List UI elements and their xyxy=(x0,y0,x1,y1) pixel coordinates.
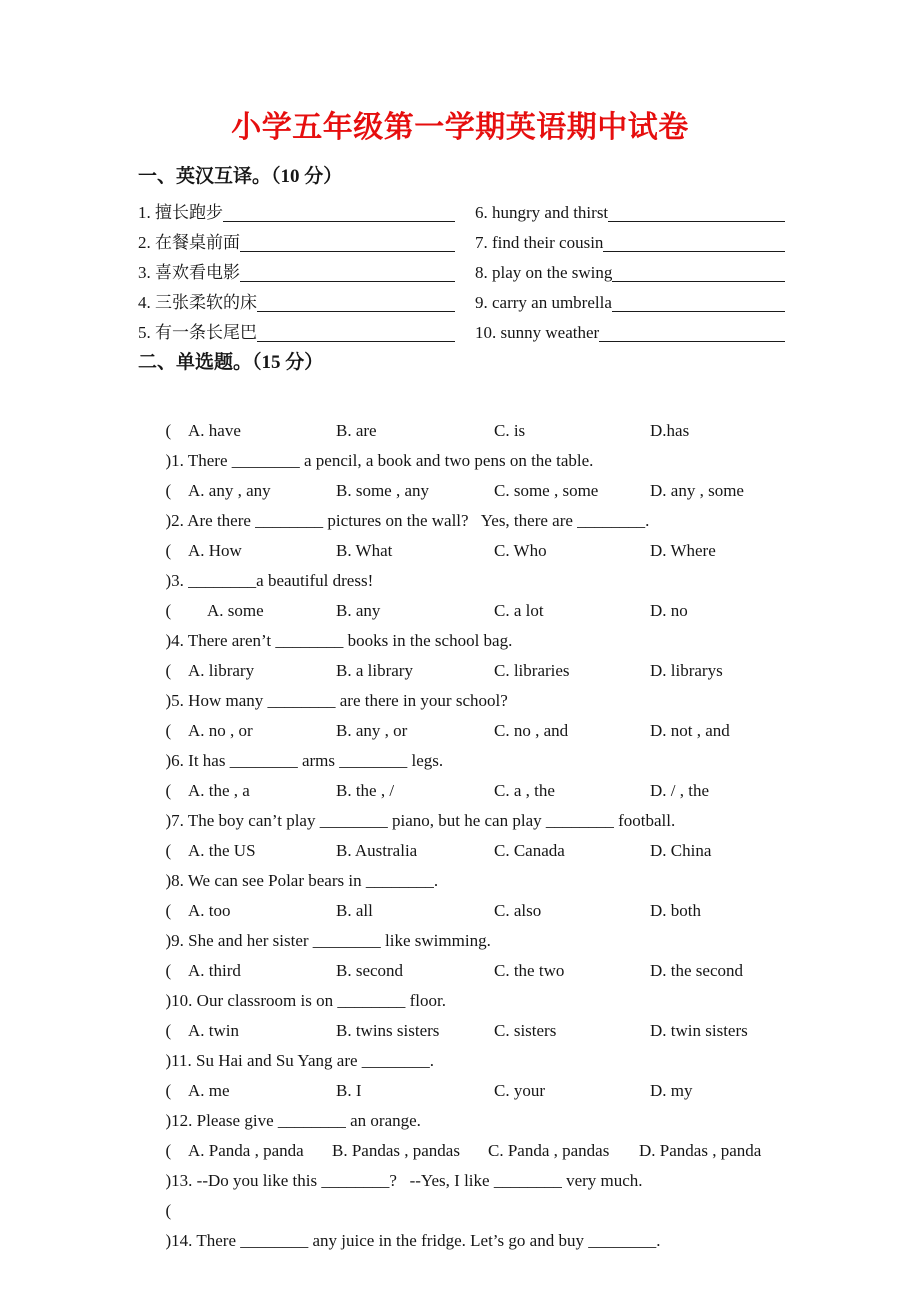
answer-blank-line xyxy=(608,198,785,222)
translation-item-label: 1. 擅长跑步 xyxy=(138,203,223,222)
option-c: C. some , some xyxy=(494,481,599,500)
translation-item-label: 4. 三张柔软的床 xyxy=(138,293,257,312)
question-options-row xyxy=(0,1016,920,1046)
option-a: A. the , a xyxy=(188,781,250,800)
option-a: A. Panda , panda xyxy=(188,1141,304,1160)
option-b: B. some , any xyxy=(336,481,430,500)
question-block xyxy=(0,746,920,830)
translation-item xyxy=(138,318,455,348)
question-block xyxy=(0,866,920,950)
option-d: D.has xyxy=(650,421,690,440)
translation-item-row xyxy=(138,258,785,288)
option-c: C. Who xyxy=(494,541,547,560)
option-d: D. any , some xyxy=(650,481,744,500)
option-c: C. Panda , pandas xyxy=(488,1141,610,1160)
answer-bracket: ( xyxy=(165,601,172,620)
question-options-row xyxy=(0,656,920,686)
column-gap xyxy=(455,228,475,258)
answer-bracket: ( xyxy=(165,901,172,920)
translation-item xyxy=(138,288,455,318)
option-c: C. a , the xyxy=(494,781,555,800)
translation-item-label: 5. 有一条长尾巴 xyxy=(138,323,257,342)
translation-item-label: 7. find their cousin xyxy=(475,233,604,252)
option-b: B. What xyxy=(336,541,393,560)
column-gap xyxy=(455,258,475,288)
option-a: A. no , or xyxy=(188,721,253,740)
option-c: C. Canada xyxy=(494,841,565,860)
option-d: D. no xyxy=(650,601,688,620)
column-gap xyxy=(455,198,475,228)
answer-bracket: ( xyxy=(165,541,172,560)
question-options-row xyxy=(0,476,920,506)
option-a: A. me xyxy=(188,1081,230,1100)
question-text: )1. There ________ a pencil, a book and two pens on the table. xyxy=(165,451,594,470)
option-a: A. How xyxy=(188,541,242,560)
translation-item-label: 9. carry an umbrella xyxy=(475,293,612,312)
option-b: B. all xyxy=(336,901,373,920)
answer-blank-line xyxy=(603,228,785,252)
translation-items xyxy=(0,198,920,348)
option-d: D. both xyxy=(650,901,701,920)
answer-bracket: ( xyxy=(165,1081,172,1100)
translation-item xyxy=(138,258,455,288)
answer-blank-line xyxy=(257,288,455,312)
translation-item-label: 3. 喜欢看电影 xyxy=(138,263,240,282)
answer-bracket: ( xyxy=(165,1201,172,1220)
question-block xyxy=(0,1046,920,1130)
option-b: B. are xyxy=(336,421,377,440)
option-a: A. too xyxy=(188,901,231,920)
option-b: B. I xyxy=(336,1081,362,1100)
question-options-row xyxy=(0,836,920,866)
answer-bracket: ( xyxy=(165,841,172,860)
question-text: )10. Our classroom is on ________ floor. xyxy=(165,991,446,1010)
section-2-heading: 二、单选题。（15 分） xyxy=(138,352,324,373)
question-options-row xyxy=(0,716,920,746)
translation-item-row xyxy=(138,228,785,258)
option-c: C. is xyxy=(494,421,526,440)
option-d: D. librarys xyxy=(650,661,723,680)
translation-item-label: 8. play on the swing xyxy=(475,263,613,282)
option-c: C. your xyxy=(494,1081,545,1100)
answer-bracket: ( xyxy=(165,1021,172,1040)
translation-item xyxy=(138,228,455,258)
option-c: C. a lot xyxy=(494,601,544,620)
option-d: D. China xyxy=(650,841,712,860)
option-b: B. Pandas , pandas xyxy=(332,1141,460,1160)
answer-bracket: ( xyxy=(165,721,172,740)
question-options-row xyxy=(0,956,920,986)
translation-item-row xyxy=(138,318,785,348)
answer-bracket: ( xyxy=(165,781,172,800)
question-text: )14. There ________ any juice in the fridge. Let’s go and buy ________. xyxy=(165,1231,661,1250)
translation-item xyxy=(475,258,785,288)
question-block xyxy=(0,1106,920,1190)
answer-bracket: ( xyxy=(165,421,172,440)
option-d: D. the second xyxy=(650,961,744,980)
option-c: C. sisters xyxy=(494,1021,557,1040)
option-d: D. twin sisters xyxy=(650,1021,748,1040)
option-a: A. twin xyxy=(188,1021,239,1040)
option-b: B. Australia xyxy=(336,841,418,860)
question-options-row xyxy=(0,776,920,806)
answer-blank-line xyxy=(612,288,785,312)
option-b: B. a library xyxy=(336,661,413,680)
translation-item xyxy=(475,198,785,228)
option-b: B. twins sisters xyxy=(336,1021,440,1040)
question-text: )9. She and her sister ________ like swimming. xyxy=(165,931,491,950)
page-title: 小学五年级第一学期英语期中试卷 xyxy=(231,111,689,144)
option-b: B. the , / xyxy=(336,781,395,800)
option-c: C. no , and xyxy=(494,721,569,740)
question-block xyxy=(0,386,920,470)
translation-item xyxy=(475,228,785,258)
question-text: )7. The boy can’t play ________ piano, but he can play ________ football. xyxy=(165,811,676,830)
option-c: C. also xyxy=(494,901,542,920)
question-text: )8. We can see Polar bears in ________. xyxy=(165,871,439,890)
answer-bracket: ( xyxy=(165,961,172,980)
option-a: A. the US xyxy=(188,841,256,860)
option-d: D. my xyxy=(650,1081,693,1100)
question-text: )3. ________a beautiful dress! xyxy=(165,571,374,590)
option-c: C. libraries xyxy=(494,661,570,680)
question-options-row xyxy=(0,1136,920,1166)
answer-bracket: ( xyxy=(165,1141,172,1160)
column-gap xyxy=(455,318,475,348)
option-b: B. any , or xyxy=(336,721,408,740)
answer-blank-line xyxy=(599,318,785,342)
translation-item xyxy=(138,198,455,228)
translation-item xyxy=(475,288,785,318)
translation-item-row xyxy=(138,288,785,318)
option-a: A. third xyxy=(188,961,241,980)
answer-bracket: ( xyxy=(165,481,172,500)
question-text: )2. Are there ________ pictures on the wall? Yes, there are ________. xyxy=(165,511,650,530)
option-d: D. Where xyxy=(650,541,716,560)
option-a: A. library xyxy=(188,661,255,680)
translation-item-label: 6. hungry and thirst xyxy=(475,203,609,222)
translation-item-label: 2. 在餐桌前面 xyxy=(138,233,240,252)
option-d: D. / , the xyxy=(650,781,710,800)
question-text: )6. It has ________ arms ________ legs. xyxy=(165,751,444,770)
multiple-choice-questions xyxy=(0,386,920,1250)
question-text: )12. Please give ________ an orange. xyxy=(165,1111,421,1130)
column-gap xyxy=(455,288,475,318)
option-b: B. second xyxy=(336,961,404,980)
answer-blank-line xyxy=(612,258,785,282)
answer-blank-line xyxy=(240,258,455,282)
question-block xyxy=(0,986,920,1070)
answer-blank-line xyxy=(257,318,455,342)
option-d: D. Pandas , panda xyxy=(639,1141,762,1160)
translation-item-label: 10. sunny weather xyxy=(475,323,600,342)
option-a: A. have xyxy=(188,421,241,440)
question-options-row xyxy=(0,416,920,446)
option-c: C. the two xyxy=(494,961,565,980)
question-options-row xyxy=(0,596,920,626)
option-d: D. not , and xyxy=(650,721,730,740)
question-options-row xyxy=(0,896,920,926)
question-text: )4. There aren’t ________ books in the school bag. xyxy=(165,631,513,650)
option-b: B. any xyxy=(336,601,381,620)
section-1-heading: 一、英汉互译。（10 分） xyxy=(138,166,343,187)
question-text: )13. --Do you like this ________? --Yes, I like ________ very much. xyxy=(165,1171,643,1190)
answer-bracket: ( xyxy=(165,661,172,680)
answer-blank-line xyxy=(240,228,455,252)
translation-item xyxy=(475,318,785,348)
answer-blank-line xyxy=(223,198,455,222)
question-options-row xyxy=(0,1076,920,1106)
question-options-row xyxy=(0,536,920,566)
question-text: )11. Su Hai and Su Yang are ________. xyxy=(165,1051,435,1070)
option-a: A. any , any xyxy=(188,481,271,500)
question-block xyxy=(0,566,920,650)
option-a: A. some xyxy=(207,601,264,620)
question-text: )5. How many ________ are there in your school? xyxy=(165,691,508,710)
translation-item-row xyxy=(138,198,785,228)
